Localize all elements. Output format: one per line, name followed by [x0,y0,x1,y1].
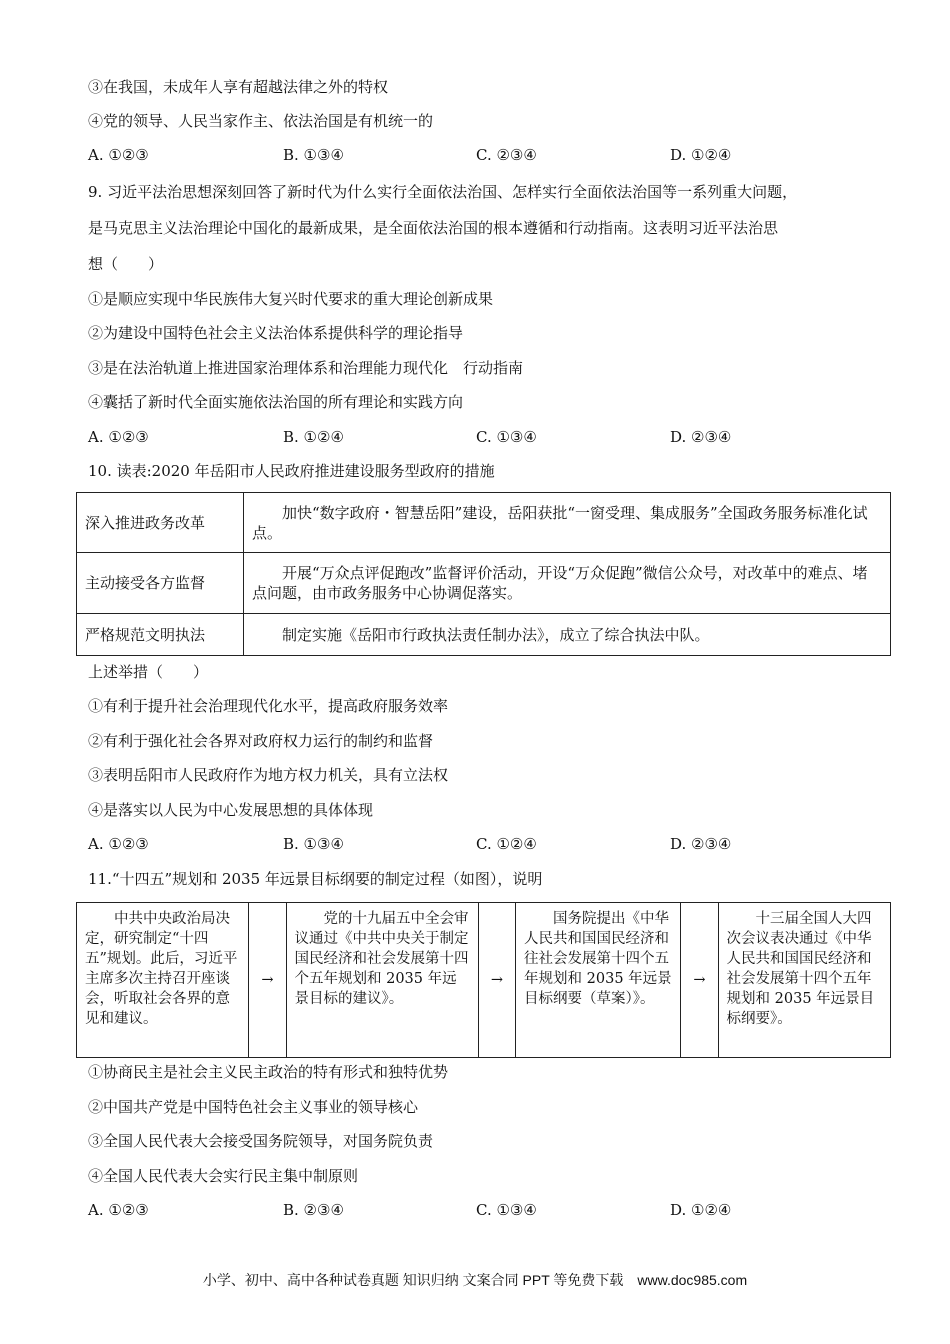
q10-statement-2: ②有利于强化社会各界对政府权力运行的制约和监督 [88,732,434,750]
q11-statement-1: ①协商民主是社会主义民主政治的特有形式和独特优势 [88,1063,449,1081]
q10-option-a[interactable]: A. ①②③ [88,835,149,853]
arrow-right-icon: → [249,903,286,1058]
flow-step-1: 中共中央政治局决定，研究制定“十四五”规划。此后，习近平主席多次主持召开座谈会，听取社会各界的意见和建议。 [77,903,249,1058]
q10-after-table: 上述举措（ ） [88,663,209,681]
flow-row [77,903,891,1058]
q8-option-d[interactable]: D. ①②④ [670,146,732,164]
table-cell-category: 深入推进政务改革 [77,493,244,553]
q8-option-c[interactable]: C. ②③④ [476,146,537,164]
q9-statement-1: ①是顺应实现中华民族伟大复兴时代要求的重大理论创新成果 [88,290,494,308]
q10-option-d[interactable]: D. ②③④ [670,835,732,853]
q9-stem-line-2: 是马克思主义法治理论中国化的最新成果，是全面依法治国的根本遵循和行动指南。这表明习近平法治思 [88,219,779,237]
q9-stem-line-1: 9. 习近平法治思想深刻回答了新时代为什么实行全面依法治国、怎样实行全面依法治国等一系列重大问题， [88,183,798,201]
q8-option-a[interactable]: A. ①②③ [88,146,149,164]
q9-statement-2: ②为建设中国特色社会主义法治体系提供科学的理论指导 [88,324,464,342]
q9-stem-line-3: 想（ ） [88,255,164,273]
q11-option-b[interactable]: B. ②③④ [283,1201,344,1219]
q10-statement-1: ①有利于提升社会治理现代化水平，提高政府服务效率 [88,697,449,715]
table-row [77,493,891,553]
q10-stem: 10. 读表:2020 年岳阳市人民政府推进建设服务型政府的措施 [88,462,495,480]
arrow-right-icon: → [478,903,515,1058]
table-cell-measure: 制定实施《岳阳市行政执法责任制办法》，成立了综合执法中队。 [244,614,891,656]
flow-step-3: 国务院提出《中华人民共和国国民经济和往社会发展第十四个五年规划和 2035 年远景目标纲要（草案）》。 [516,903,681,1058]
q11-option-d[interactable]: D. ①②④ [670,1201,732,1219]
q11-statement-3: ③全国人民代表大会接受国务院领导，对国务院负责 [88,1132,434,1150]
arrow-right-icon: → [681,903,718,1058]
q10-options [88,834,878,854]
table-row [77,553,891,614]
flow-step-4: 十三届全国人大四次会议表决通过《中华人民共和国国民经济和社会发展第十四个五年规划和 2035 年远景目标纲要》。 [718,903,890,1058]
q10-statement-3: ③表明岳阳市人民政府作为地方权力机关，具有立法权 [88,766,449,784]
q11-stem: 11.“十四五”规划和 2035 年远景目标纲要的制定过程（如图），说明 [88,870,543,888]
q9-statement-4: ④囊括了新时代全面实施依法治国的所有理论和实践方向 [88,393,464,411]
table-cell-measure: 加快“数字政府・智慧岳阳”建设，岳阳获批“一窗受理、集成服务”全国政务服务标准化试点。 [244,493,891,553]
q9-option-c[interactable]: C. ①③④ [476,428,537,446]
table-cell-category: 主动接受各方监督 [77,553,244,614]
table-row [77,614,891,656]
table-cell-measure: 开展“万众点评促跑改”监督评价活动，开设“万众促跑”微信公众号，对改革中的难点、堵点问题，由市政务服务中心协调促落实。 [244,553,891,614]
q8-statement-3: ③在我国，未成年人享有超越法律之外的特权 [88,78,389,96]
flow-step-2: 党的十九届五中全会审议通过《中共中央关于制定国民经济和社会发展第十四个五年规划和 2035 年远景目标的建议》。 [286,903,478,1058]
q9-option-b[interactable]: B. ①②④ [283,428,344,446]
q11-statement-4: ④全国人民代表大会实行民主集中制原则 [88,1167,359,1185]
q9-option-d[interactable]: D. ②③④ [670,428,732,446]
q10-option-c[interactable]: C. ①②④ [476,835,537,853]
q11-statement-2: ②中国共产党是中国特色社会主义事业的领导核心 [88,1098,419,1116]
q10-option-b[interactable]: B. ①③④ [283,835,344,853]
q11-option-a[interactable]: A. ①②③ [88,1201,149,1219]
q11-process-diagram [76,902,891,1058]
q8-statement-4: ④党的领导、人民当家作主、依法治国是有机统一的 [88,112,434,130]
q10-measures-table [76,492,891,656]
table-cell-category: 严格规范文明执法 [77,614,244,656]
q8-options [88,145,878,165]
q9-statement-3: ③是在法治轨道上推进国家治理体系和治理能力现代化 行动指南 [88,359,524,377]
q9-option-a[interactable]: A. ①②③ [88,428,149,446]
q9-options [88,427,878,447]
q10-statement-4: ④是落实以人民为中心发展思想的具体体现 [88,801,374,819]
q8-option-b[interactable]: B. ①③④ [283,146,344,164]
q11-options [88,1200,878,1220]
q11-option-c[interactable]: C. ①③④ [476,1201,537,1219]
page-footer: 小学、初中、高中各种试卷真题 知识归纳 文案合同 PPT 等免费下载 www.doc985.com [202,1272,748,1288]
